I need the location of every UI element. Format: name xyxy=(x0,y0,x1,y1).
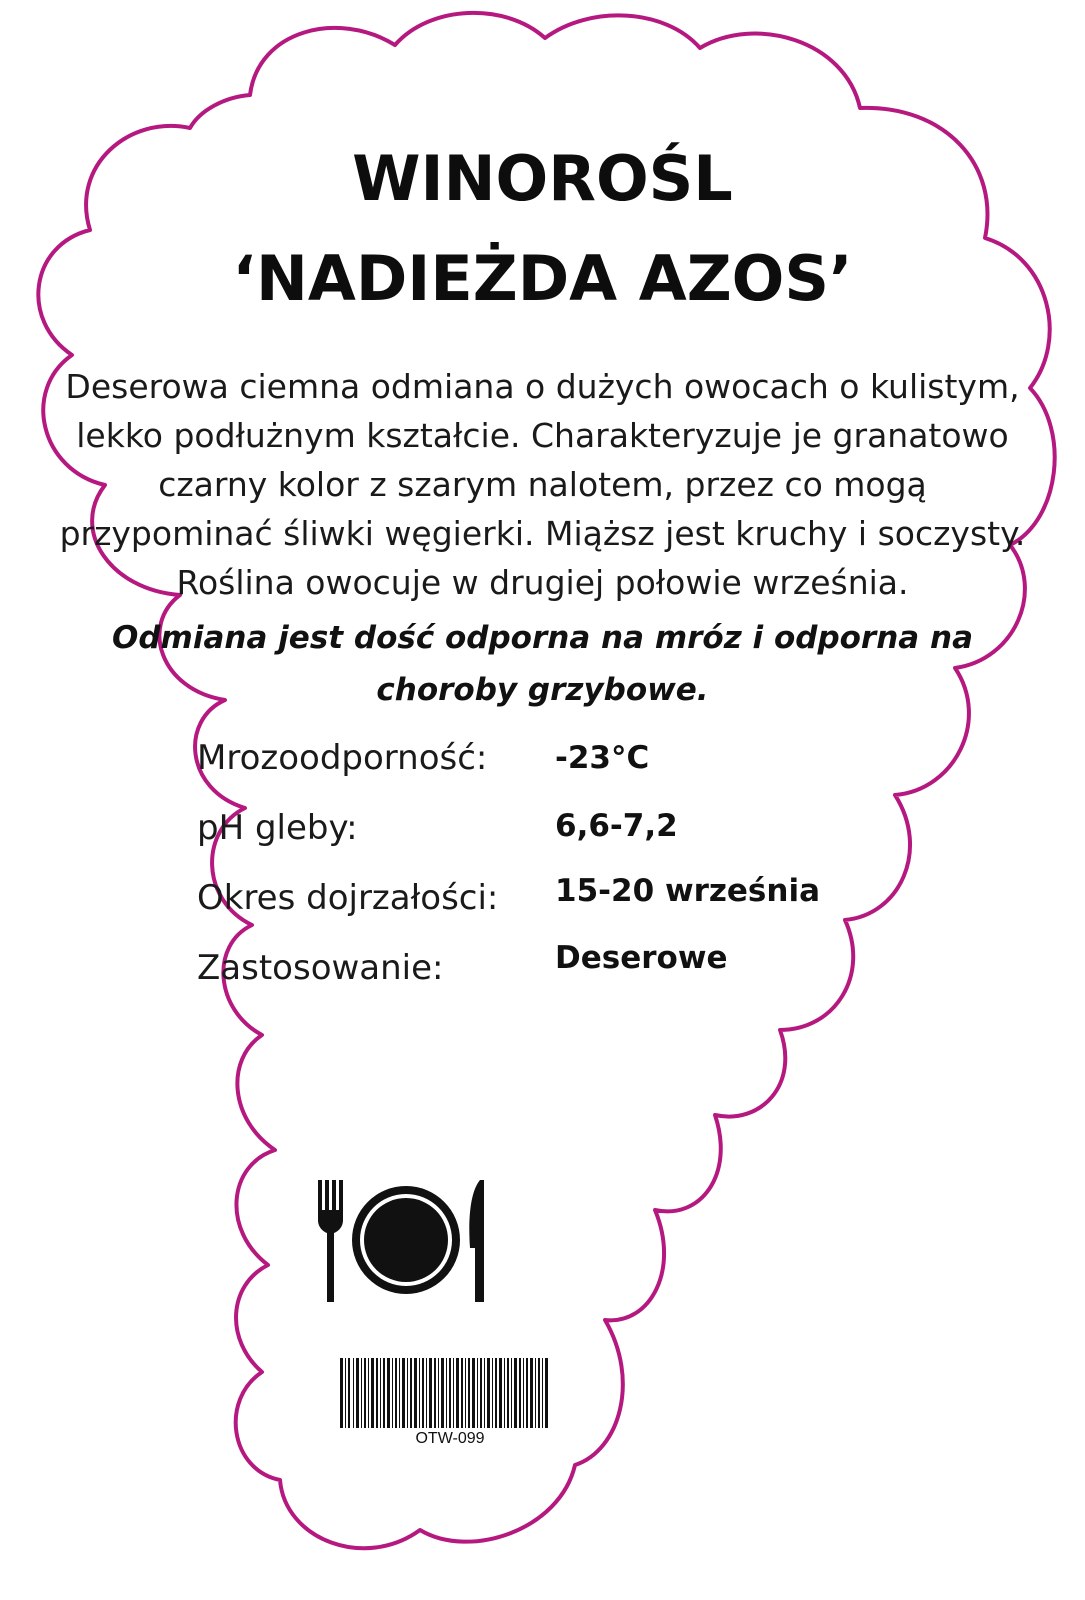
spec-label-ph: pH gleby: xyxy=(197,808,358,848)
spec-label-frost: Mrozoodporność: xyxy=(197,738,488,778)
spec-value-frost: -23°C xyxy=(555,740,650,776)
title-line-1: WINOROŚL xyxy=(352,142,733,215)
cutlery-plate-icon xyxy=(318,1180,498,1305)
spec-value-usage: Deserowe xyxy=(555,940,728,976)
spec-value-ph: 6,6-7,2 xyxy=(555,808,678,844)
description: Deserowa ciemna odmiana o dużych owocach o kulistym, lekko podłużnym kształcie. Charakteryzuje je granatowo czarny kolor z szarym nalotem, przez co mogą przypominać śliwki węgierki. Miąższ jest kruchy i soczysty. Roślina owocuje w drugiej połowie września. xyxy=(59,367,1026,602)
spec-value-ripening: 15-20 września xyxy=(555,873,820,909)
title-line-2: ‘NADIEŻDA AZOS’ xyxy=(232,242,853,315)
spec-label-ripening: Okres dojrzałości: xyxy=(197,878,499,918)
spec-label-usage: Zastosowanie: xyxy=(197,948,444,988)
resistance-note: Odmiana jest dość odporna na mróz i odporna na choroby grzybowe. xyxy=(112,620,973,708)
barcode-number: OTW-099 xyxy=(415,1430,485,1447)
